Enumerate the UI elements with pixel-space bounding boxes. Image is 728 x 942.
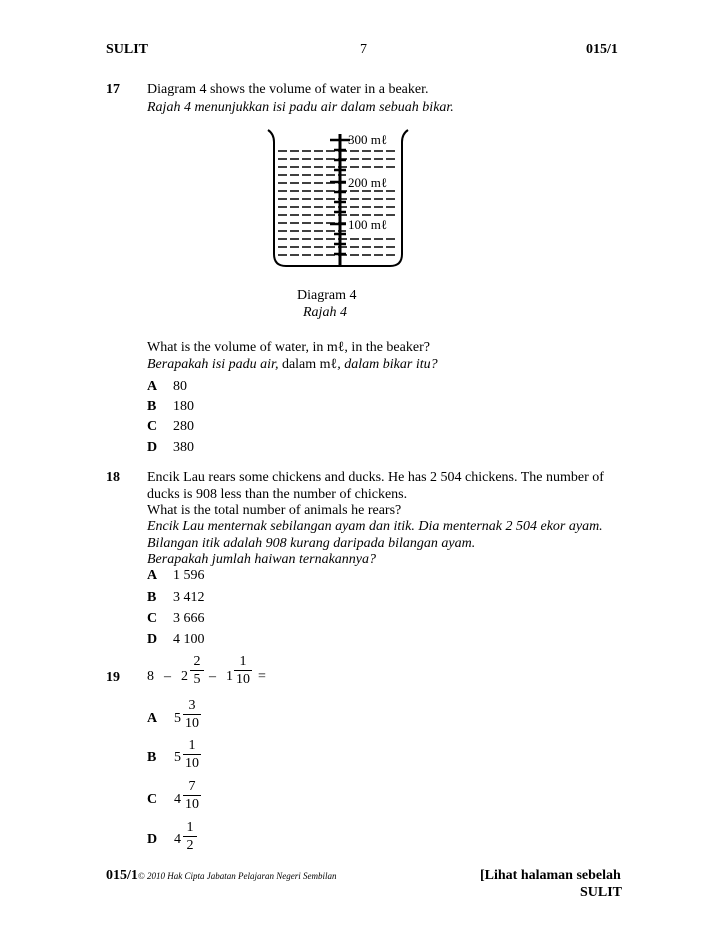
q19-option-letter[interactable]: D [147,832,158,847]
q18-line: ducks is 908 less than the number of chickens. [147,487,408,502]
denominator: 2 [186,838,194,853]
q17-option-letter[interactable]: B [147,399,157,414]
fraction-bar [183,754,201,755]
fraction-bar [190,670,204,671]
fraction-bar [183,795,201,796]
q17-option-value[interactable]: 80 [173,379,187,394]
q17-text-ms: Rajah 4 menunjukkan isi padu air dalam sebuah bikar. [147,100,454,115]
q19-minus: – [164,669,171,684]
numerator: 1 [239,654,247,669]
q19-option-fraction[interactable] [183,698,201,731]
denominator: 10 [185,756,199,771]
q19-number: 19 [106,670,120,685]
denominator: 10 [236,672,250,687]
q19-option-whole[interactable]: 4 [174,832,181,847]
q18-line: Berapakah jumlah haiwan ternakannya? [147,552,377,567]
footer-sulit: SULIT [580,885,623,900]
diagram-caption-ms: Rajah 4 [303,305,347,320]
q19-fraction2 [234,654,252,687]
q17-option-letter[interactable]: D [147,440,158,455]
q17-option-letter[interactable]: C [147,419,158,434]
q17-question-ms-part2: dalam mℓ [278,357,338,372]
q18-number: 18 [106,470,120,485]
q17-question-en: What is the volume of water, in mℓ, in the beaker? [147,340,430,355]
q19-option-fraction[interactable] [183,738,201,771]
q18-line: Encik Lau rears some chickens and ducks. He has 2 504 chickens. The number of [147,470,604,485]
numerator: 3 [188,698,196,713]
q18-option-letter[interactable]: C [147,611,158,626]
q18-option-letter[interactable]: B [147,590,157,605]
q19-equals: = [258,669,266,684]
denominator: 10 [185,716,199,731]
q19-option-whole[interactable]: 5 [174,750,181,765]
q17-text-en: Diagram 4 shows the volume of water in a beaker. [147,82,429,97]
q18-line: Encik Lau menternak sebilangan ayam dan itik. Dia menternak 2 504 ekor ayam. [147,519,603,534]
q19-option-fraction[interactable] [183,820,197,853]
q19-whole2: 1 [226,669,233,684]
fraction-bar [183,714,201,715]
denominator: 5 [193,672,201,687]
q18-option-letter[interactable]: D [147,632,158,647]
q17-number: 17 [106,82,120,97]
q19-option-letter[interactable]: C [147,792,158,807]
footer-copyright: © 2010 Hak Cipta Jabatan Pelajaran Negeri Sembilan [137,871,337,881]
q18-option-value[interactable]: 4 100 [173,632,205,647]
fraction-bar [183,836,197,837]
numerator: 7 [188,779,196,794]
diagram-caption-en: Diagram 4 [297,288,357,303]
q19-option-fraction[interactable] [183,779,201,812]
q18-option-value[interactable]: 3 666 [173,611,205,626]
q18-option-letter[interactable]: A [147,568,158,583]
numerator: 1 [186,820,194,835]
q19-minus: – [209,669,216,684]
scale-label-300: 300 mℓ [348,132,388,147]
denominator: 10 [185,797,199,812]
footer-code: 015/1 [106,868,138,883]
scale-label-200: 200 mℓ [348,175,388,190]
q19-option-whole[interactable]: 5 [174,711,181,726]
footer-left [106,868,336,884]
q19-option-letter[interactable]: A [147,711,158,726]
paper-code: 015/1 [586,42,618,57]
q17-option-value[interactable]: 380 [173,440,194,455]
q19-whole1: 2 [181,669,188,684]
q19-option-whole[interactable]: 4 [174,792,181,807]
numerator: 1 [188,738,196,753]
q17-option-value[interactable]: 180 [173,399,194,414]
q17-option-value[interactable]: 280 [173,419,194,434]
q18-option-value[interactable]: 3 412 [173,590,205,605]
q18-line: Bilangan itik adalah 908 kurang daripada bilangan ayam. [147,536,476,551]
footer-next-page: [Lihat halaman sebelah [480,868,621,883]
q19-lead: 8 [147,669,154,684]
q17-option-letter[interactable]: A [147,379,158,394]
numerator: 2 [193,654,201,669]
q19-fraction1 [190,654,204,687]
page-number: 7 [360,42,367,57]
q18-option-value[interactable]: 1 596 [173,568,205,583]
header-sulit: SULIT [106,42,149,57]
q19-option-letter[interactable]: B [147,750,157,765]
q17-question-ms-part1: Berapakah isi padu air, [147,357,279,372]
q17-question-ms [147,357,438,373]
q18-line: What is the total number of animals he rears? [147,503,402,518]
q17-question-ms-part3: , dalam bikar itu? [337,357,438,372]
beaker-diagram [262,124,412,272]
scale-label-100: 100 mℓ [348,217,388,232]
fraction-bar [234,670,252,671]
